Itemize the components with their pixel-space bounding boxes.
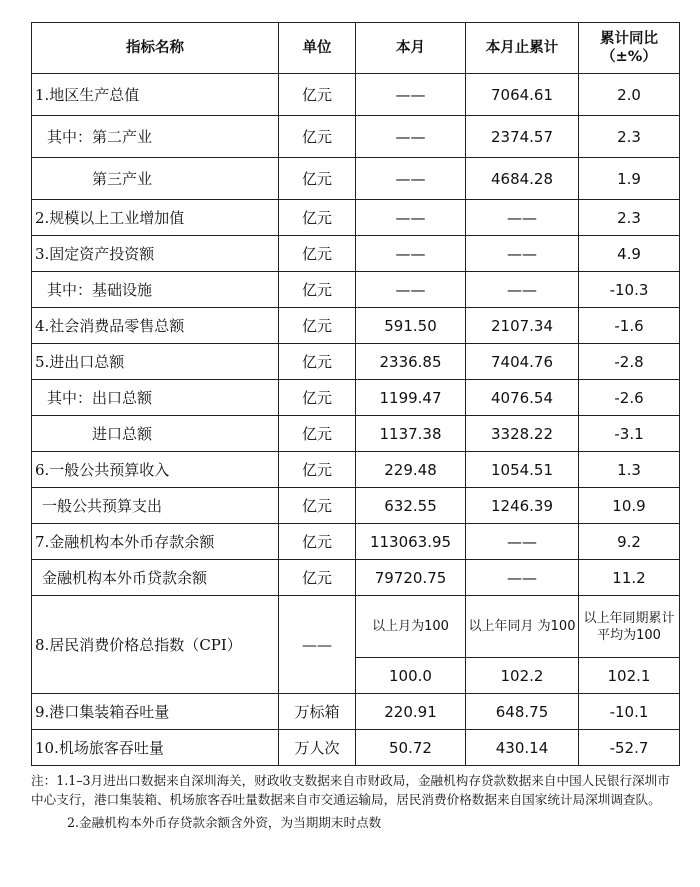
row-name: 9.港口集装箱吞吐量	[32, 694, 279, 730]
row-unit: 亿元	[279, 200, 356, 236]
row-cumulative: 3328.22	[466, 416, 579, 452]
row-unit: 亿元	[279, 452, 356, 488]
row-name: 10.机场旅客吞吐量	[32, 730, 279, 766]
row-yoy: 10.9	[579, 488, 680, 524]
table-row	[32, 158, 680, 200]
row-name: 一般公共预算支出	[32, 488, 279, 524]
row-month: ——	[356, 200, 466, 236]
row-cumulative: 2107.34	[466, 308, 579, 344]
header-unit: 单位	[279, 23, 356, 74]
table-row	[32, 416, 680, 452]
row-unit: 亿元	[279, 560, 356, 596]
cpi-row-base	[32, 596, 680, 658]
row-month: 1199.47	[356, 380, 466, 416]
row-yoy: 2.0	[579, 74, 680, 116]
row-month: 591.50	[356, 308, 466, 344]
row-name: 3.固定资产投资额	[32, 236, 279, 272]
footnote-1: 注：1.1–3月进出口数据来自深圳海关，财政收支数据来自市财政局，金融机构存贷款数据来自中国人民银行深圳市中心支行，港口集装箱、机场旅客吞吐量数据来自市交通运输局，居民消费价格数据来自国家统计局深圳调查队。	[31, 773, 670, 807]
row-name: 第三产业	[32, 158, 279, 200]
row-yoy: -2.6	[579, 380, 680, 416]
row-name: 2.规模以上工业增加值	[32, 200, 279, 236]
row-month: ——	[356, 74, 466, 116]
row-month: 113063.95	[356, 524, 466, 560]
table-row	[32, 74, 680, 116]
row-yoy: 1.3	[579, 452, 680, 488]
row-yoy: -52.7	[579, 730, 680, 766]
row-unit: 亿元	[279, 272, 356, 308]
row-month: 79720.75	[356, 560, 466, 596]
cpi-month: 100.0	[356, 658, 466, 694]
row-cumulative: 7404.76	[466, 344, 579, 380]
cpi-name: 8.居民消费价格总指数（CPI）	[32, 596, 279, 694]
row-name: 7.金融机构本外币存款余额	[32, 524, 279, 560]
row-cumulative: 4076.54	[466, 380, 579, 416]
row-month: ——	[356, 116, 466, 158]
table-row	[32, 488, 680, 524]
row-unit: 亿元	[279, 416, 356, 452]
cpi-base-yoy: 以上年同期累计平均为100	[579, 596, 680, 658]
row-yoy: 2.3	[579, 200, 680, 236]
table-row	[32, 524, 680, 560]
row-name: 进口总额	[32, 416, 279, 452]
table-row	[32, 380, 680, 416]
row-cumulative: 7064.61	[466, 74, 579, 116]
header-this-month: 本月	[356, 23, 466, 74]
row-cumulative: 1054.51	[466, 452, 579, 488]
row-name: 4.社会消费品零售总额	[32, 308, 279, 344]
footnotes	[31, 771, 679, 832]
table-row	[32, 308, 680, 344]
row-yoy: 2.3	[579, 116, 680, 158]
row-month: 1137.38	[356, 416, 466, 452]
row-month: 632.55	[356, 488, 466, 524]
row-name: 6.一般公共预算收入	[32, 452, 279, 488]
row-unit: 亿元	[279, 158, 356, 200]
table-row	[32, 236, 680, 272]
row-name: 金融机构本外币贷款余额	[32, 560, 279, 596]
row-yoy: -10.1	[579, 694, 680, 730]
row-unit: 亿元	[279, 524, 356, 560]
row-unit: 亿元	[279, 380, 356, 416]
row-unit: 万标箱	[279, 694, 356, 730]
row-cumulative: ——	[466, 236, 579, 272]
row-month: ——	[356, 158, 466, 200]
cpi-yoy: 102.1	[579, 658, 680, 694]
cpi-cumulative: 102.2	[466, 658, 579, 694]
row-name: 1.地区生产总值	[32, 74, 279, 116]
row-name: 5.进出口总额	[32, 344, 279, 380]
table-row	[32, 694, 680, 730]
table-row	[32, 272, 680, 308]
row-cumulative: ——	[466, 200, 579, 236]
row-unit: 亿元	[279, 116, 356, 158]
row-month: ——	[356, 272, 466, 308]
footnote-2: 2.金融机构本外币存贷款余额含外资，为当期期末时点数	[67, 815, 382, 830]
row-unit: 亿元	[279, 236, 356, 272]
row-yoy: -2.8	[579, 344, 680, 380]
row-unit: 万人次	[279, 730, 356, 766]
row-yoy: 9.2	[579, 524, 680, 560]
table-row	[32, 116, 680, 158]
row-name: 其中：基础设施	[32, 272, 279, 308]
header-cumulative: 本月止累计	[466, 23, 579, 74]
cpi-base-month: 以上月为100	[356, 596, 466, 658]
row-cumulative: 430.14	[466, 730, 579, 766]
row-unit: 亿元	[279, 344, 356, 380]
row-cumulative: 1246.39	[466, 488, 579, 524]
row-yoy: 11.2	[579, 560, 680, 596]
row-yoy: 4.9	[579, 236, 680, 272]
row-name: 其中：出口总额	[32, 380, 279, 416]
row-cumulative: 4684.28	[466, 158, 579, 200]
table-header-row	[32, 23, 680, 74]
row-month: 50.72	[356, 730, 466, 766]
cpi-base-cumulative: 以上年同月 为100	[466, 596, 579, 658]
row-yoy: -10.3	[579, 272, 680, 308]
row-yoy: 1.9	[579, 158, 680, 200]
table-row	[32, 344, 680, 380]
row-cumulative: ——	[466, 524, 579, 560]
table-row	[32, 452, 680, 488]
row-cumulative: ——	[466, 272, 579, 308]
row-month: ——	[356, 236, 466, 272]
table-row	[32, 200, 680, 236]
row-month: 220.91	[356, 694, 466, 730]
row-cumulative: ——	[466, 560, 579, 596]
row-month: 2336.85	[356, 344, 466, 380]
row-cumulative: 648.75	[466, 694, 579, 730]
row-month: 229.48	[356, 452, 466, 488]
cpi-unit: ——	[279, 596, 356, 694]
table-row	[32, 730, 680, 766]
row-unit: 亿元	[279, 308, 356, 344]
row-unit: 亿元	[279, 74, 356, 116]
header-indicator-name: 指标名称	[32, 23, 279, 74]
row-unit: 亿元	[279, 488, 356, 524]
table-row	[32, 560, 680, 596]
row-name: 其中：第二产业	[32, 116, 279, 158]
row-yoy: -3.1	[579, 416, 680, 452]
header-yoy: 累计同比 （±%）	[579, 23, 680, 74]
row-cumulative: 2374.57	[466, 116, 579, 158]
row-yoy: -1.6	[579, 308, 680, 344]
stats-table-container	[31, 22, 679, 766]
economic-indicators-table	[31, 22, 680, 766]
